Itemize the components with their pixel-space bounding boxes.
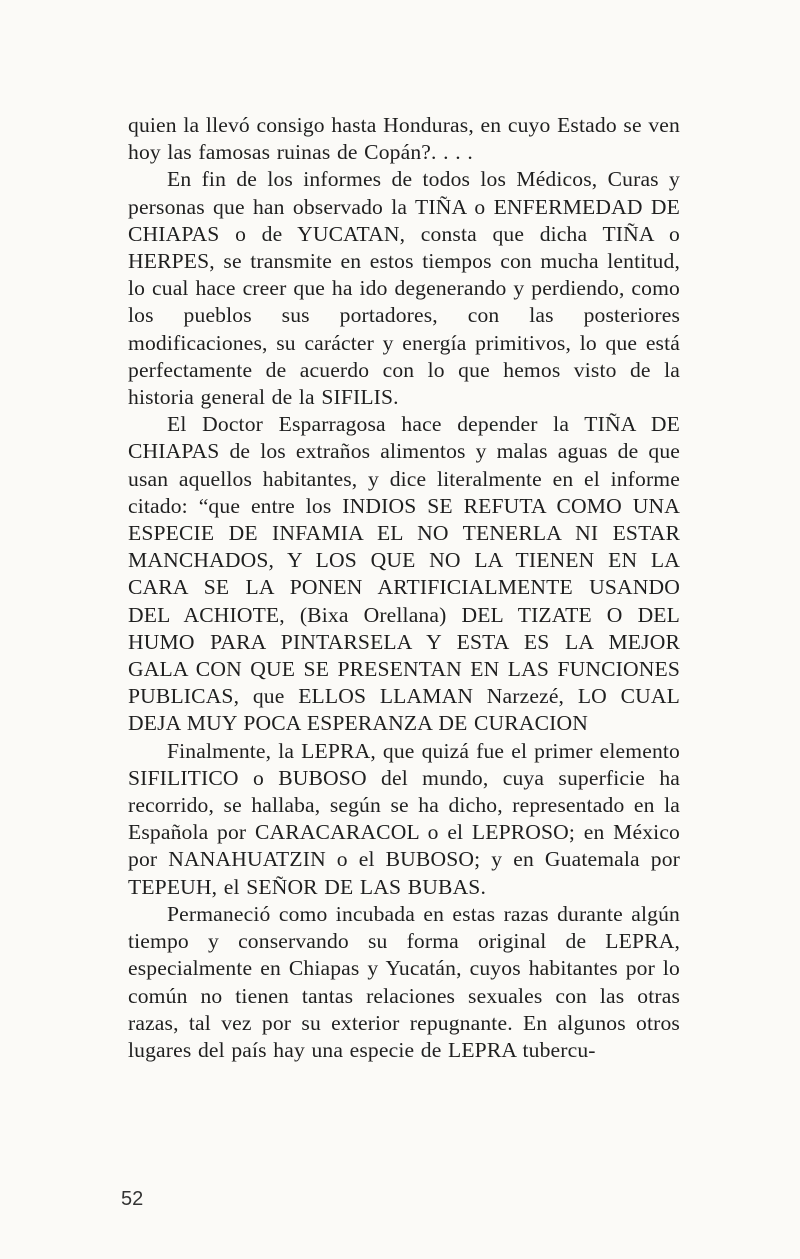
paragraph-1: quien la llevó consigo hasta Honduras, en cuyo Estado se ven hoy las famosas ruinas de Copán?. . . . [128,113,680,165]
page-number: 52 [121,1188,144,1210]
paragraph-4: Finalmente, la LEPRA, que quizá fue el primer elemento SIFILITICO o BUBOSO del mundo, cuya superficie ha recorrido, se hallaba, según se ha dicho, representado en la Española por CARACARACOL o el LEPROSO; en México por NANAHUATZIN o el BUBOSO; y en Guatemala por TEPEUH, el SEÑOR DE LAS BUBAS. [128,738,680,899]
page-body [128,112,680,1064]
paragraph-3: El Doctor Esparragosa hace depender la TIÑA DE CHIAPAS de los extraños alimentos y malas aguas de que usan aquellos habitantes, y dice literalmente en el informe citado: “que entre los INDIOS SE REFUTA COMO UNA ESPECIE DE INFAMIA EL NO TENERLA NI ESTAR MANCHADOS, Y LOS QUE NO LA TIENEN EN LA CARA SE LA PONEN ARTIFICIALMENTE USANDO DEL ACHIOTE, (Bixa Orellana) DEL TIZATE O DEL HUMO PARA PINTARSELA Y ESTA ES LA MEJOR GALA CON QUE SE PRESENTAN EN LAS FUNCIONES PUBLICAS, que ELLOS LLAMAN Narzezé, LO CUAL DEJA MUY POCA ESPERANZA DE CURACION [128,412,680,736]
paragraph-2: En fin de los informes de todos los Médicos, Curas y personas que han observado la TIÑA o ENFERMEDAD DE CHIAPAS o de YUCATAN, consta que dicha TIÑA o HERPES, se transmite en estos tiempos con mucha lentitud, lo cual hace creer que ha ido degenerando y perdiendo, como los pueblos sus portadores, con las posteriores modificaciones, su carácter y energía primitivos, lo que está perfectamente de acuerdo con lo que hemos visto de la historia general de la SIFILIS. [128,167,680,410]
paragraph-5: Permaneció como incubada en estas razas durante algún tiempo y conservando su forma original de LEPRA, especialmente en Chiapas y Yucatán, cuyos habitantes por lo común no tienen tantas relaciones sexuales con las otras razas, tal vez por su exterior repugnante. En algunos otros lugares del país hay una especie de LEPRA tubercu- [128,901,680,1062]
